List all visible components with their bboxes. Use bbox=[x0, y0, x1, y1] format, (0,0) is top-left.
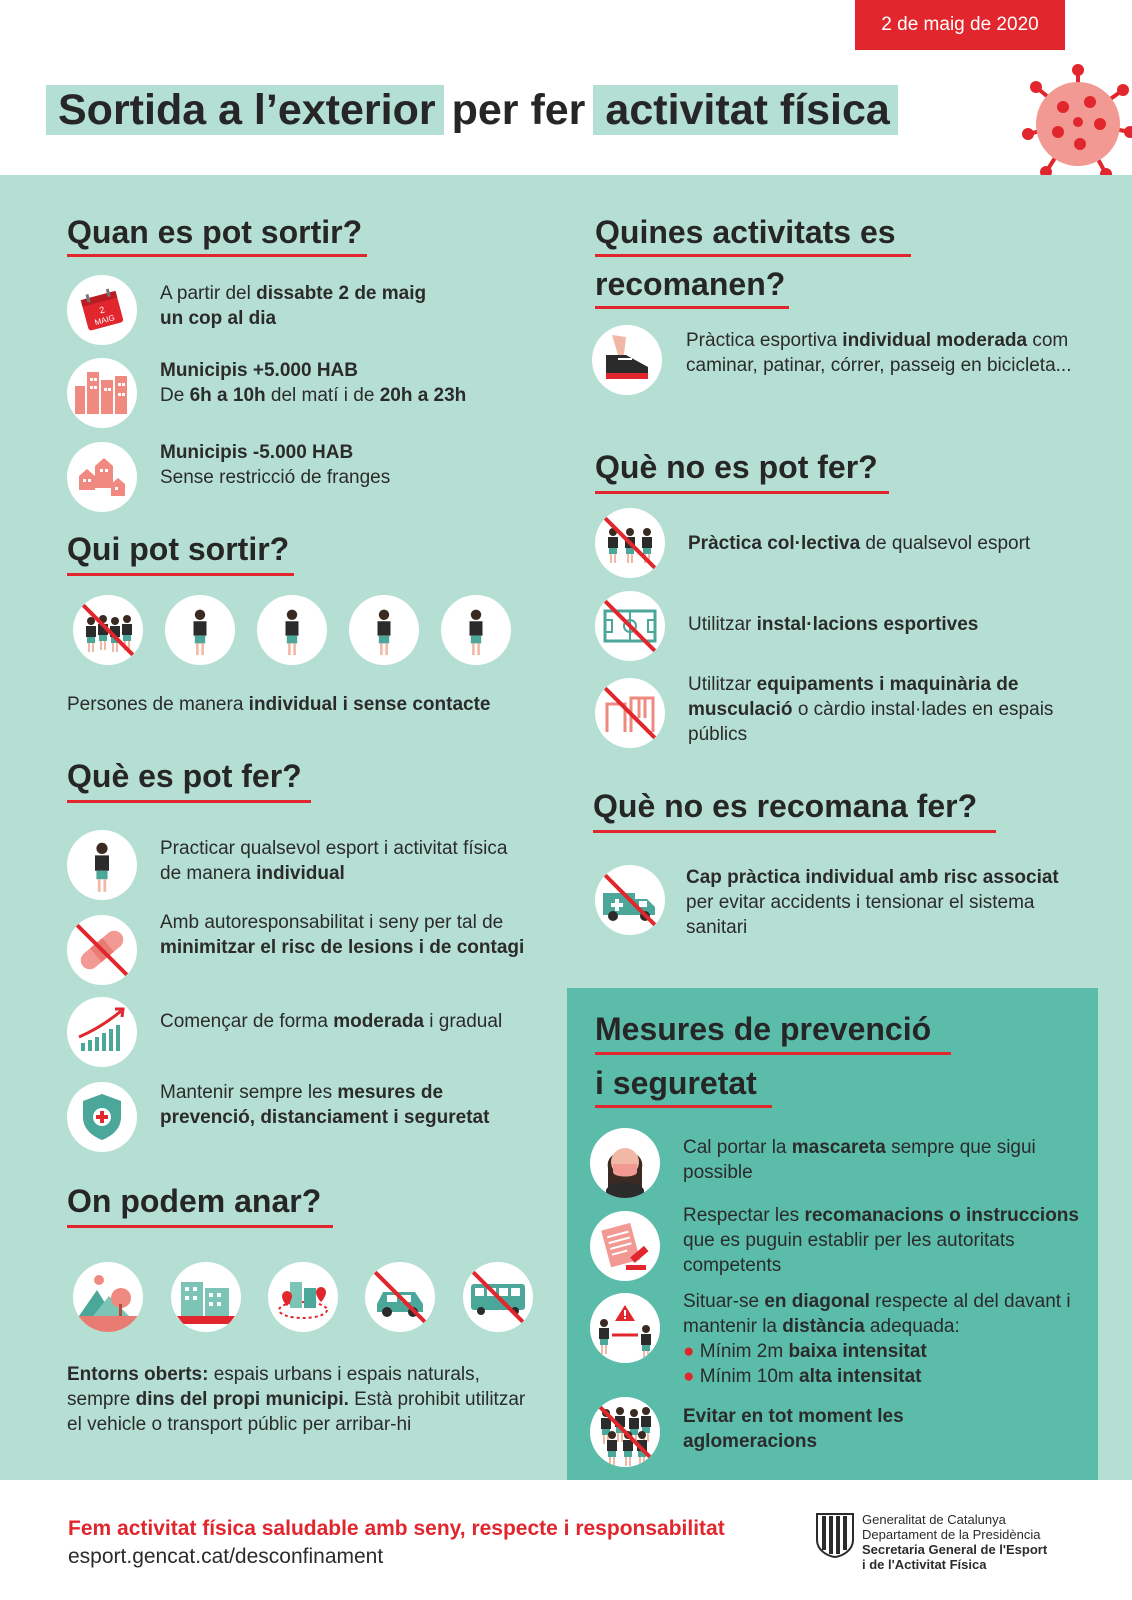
virus-icon bbox=[1018, 62, 1132, 182]
athlete-icon bbox=[67, 830, 137, 900]
distance-warning-icon bbox=[590, 1293, 660, 1363]
who-underline bbox=[67, 573, 294, 576]
can-do-item-1: Practicar qualsevol esport i activitat física de manera individual bbox=[160, 838, 508, 884]
car-crossed-icon bbox=[365, 1262, 435, 1332]
where-text: Entorns oberts: espais urbans i espais naturals, sempre dins del propi municipi. Està prohibit utilitzar el vehicle o transport públic per arribar-hi bbox=[67, 1364, 526, 1435]
prevention-title-line-1: Mesures de prevenció bbox=[595, 1011, 932, 1047]
recommended-underline-1 bbox=[595, 254, 911, 257]
document-gavel-icon bbox=[590, 1211, 660, 1281]
not-recommended-underline bbox=[593, 830, 996, 833]
can-do-item-2: Amb autoresponsabilitat i seny per tal de minimitzar el risc de lesions i de contagi bbox=[160, 912, 525, 958]
prevention-item-4: Evitar en tot moment les aglomeracions bbox=[683, 1406, 904, 1452]
municipality-map-icon bbox=[268, 1262, 338, 1332]
not-recommended-item-1: Cap pràctica individual amb risc associat per evitar accidents i tensionar el sistema sanitari bbox=[686, 867, 1059, 938]
recommended-item-1: Pràctica esportiva individual moderada com caminar, patinar, córrer, passeig en bicicleta... bbox=[686, 330, 1072, 376]
where-title: On podem anar? bbox=[67, 1183, 322, 1219]
bullet-dot-icon: ● bbox=[683, 1341, 695, 1362]
main-content bbox=[0, 175, 1132, 1480]
where-underline bbox=[67, 1225, 333, 1228]
cannot-do-item-3: Utilitzar equipaments i maquinària de musculació o càrdio instal·lades en espais públics bbox=[688, 674, 1054, 745]
recommended-title-line-2: recomanen? bbox=[595, 266, 786, 302]
team-crossed-icon bbox=[595, 508, 665, 578]
face-mask-icon bbox=[590, 1128, 660, 1198]
header bbox=[0, 0, 1132, 175]
growth-chart-icon bbox=[67, 997, 137, 1067]
date-badge: 2 de maig de 2020 bbox=[855, 0, 1065, 50]
recommended-underline-2 bbox=[595, 306, 789, 309]
generalitat-logo-icon bbox=[815, 1512, 855, 1558]
city-buildings-icon bbox=[67, 358, 137, 428]
can-do-underline bbox=[67, 800, 311, 803]
calendar-month: MAIG bbox=[93, 313, 116, 328]
ambulance-crossed-icon bbox=[595, 865, 665, 935]
not-recommended-title: Què no es recomana fer? bbox=[593, 788, 978, 824]
prevention-item-1: Cal portar la mascareta sempre que sigui possible bbox=[683, 1137, 1036, 1183]
cannot-do-item-2: Utilitzar instal·lacions esportives bbox=[688, 614, 979, 635]
sports-field-crossed-icon bbox=[595, 591, 665, 661]
when-item-1: A partir del dissabte 2 de maig un cop al dia bbox=[160, 283, 427, 329]
prevention-underline-2 bbox=[595, 1105, 772, 1108]
can-do-item-3: Començar de forma moderada i gradual bbox=[160, 1011, 503, 1032]
gym-equipment-crossed-icon bbox=[595, 678, 665, 748]
who-title: Qui pot sortir? bbox=[67, 531, 290, 567]
cannot-do-item-1: Pràctica col·lectiva de qualsevol esport bbox=[688, 533, 1031, 554]
person-icon-4 bbox=[441, 595, 511, 665]
bandage-crossed-icon bbox=[67, 915, 137, 985]
prevention-underline-1 bbox=[595, 1052, 951, 1055]
prevention-item-3: Situar-se en diagonal respecte al del davant i mantenir la distància adequada: ● Mínim 2m baixa intensitat ● Mínim 10m alta intensitat bbox=[683, 1291, 1071, 1387]
footer-url-link[interactable]: esport.gencat.cat/desconfinament bbox=[68, 1545, 384, 1568]
title-part-2: per fer bbox=[451, 86, 586, 134]
generalitat-text: Generalitat de Catalunya Departament de la Presidència Secretaria General de l'Esport i de l'Activitat Física bbox=[862, 1512, 1048, 1572]
prevention-item-2: Respectar les recomanacions o instruccions que es puguin establir per les autoritats competents bbox=[683, 1205, 1079, 1276]
footer-slogan: Fem activitat física saludable amb seny, respecte i responsabilitat bbox=[68, 1517, 725, 1540]
when-underline bbox=[67, 254, 367, 257]
small-town-icon bbox=[67, 442, 137, 512]
page-title bbox=[46, 85, 898, 135]
when-item-2: Municipis +5.000 HAB De 6h a 10h del matí i de 20h a 23h bbox=[160, 360, 467, 406]
who-text: Persones de manera individual i sense contacte bbox=[67, 694, 491, 715]
prevention-title-line-2: i seguretat bbox=[595, 1065, 757, 1101]
bullet-dot-icon: ● bbox=[683, 1366, 695, 1387]
person-icon-2 bbox=[257, 595, 327, 665]
calendar-day: 2 bbox=[98, 304, 106, 316]
person-icon-1 bbox=[165, 595, 235, 665]
can-do-title: Què es pot fer? bbox=[67, 758, 302, 794]
cannot-do-underline bbox=[595, 491, 889, 494]
group-crossed-icon bbox=[73, 595, 143, 665]
can-do-item-4: Mantenir sempre les mesures de prevenció, distanciament i seguretat bbox=[160, 1082, 490, 1128]
title-part-1: Sortida a l’exterior bbox=[46, 85, 444, 135]
shield-icon bbox=[67, 1082, 137, 1152]
nature-icon bbox=[73, 1262, 143, 1332]
cannot-do-title: Què no es pot fer? bbox=[595, 449, 878, 485]
title-part-3: activitat física bbox=[593, 85, 897, 135]
urban-icon bbox=[171, 1262, 241, 1332]
recommended-title-line-1: Quines activitats es bbox=[595, 214, 896, 250]
person-icon-3 bbox=[349, 595, 419, 665]
when-item-3: Municipis -5.000 HAB Sense restricció de franges bbox=[160, 442, 391, 488]
calendar-icon bbox=[67, 275, 137, 345]
running-shoe-icon bbox=[592, 325, 662, 395]
when-title: Quan es pot sortir? bbox=[67, 214, 363, 250]
crowd-crossed-icon bbox=[590, 1397, 660, 1467]
bus-crossed-icon bbox=[463, 1262, 533, 1332]
